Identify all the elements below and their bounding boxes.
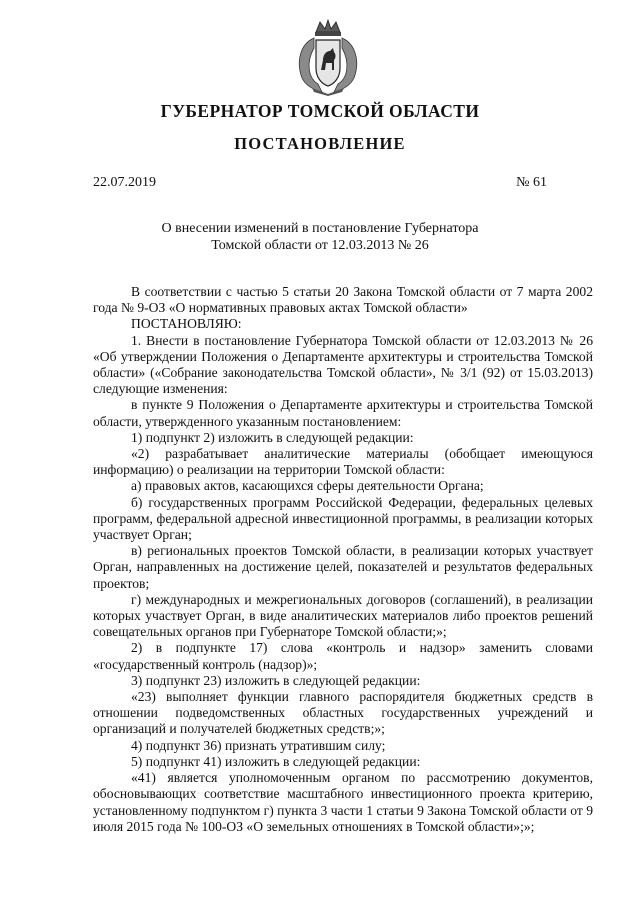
subject-line: О внесении изменений в постановление Губернатора xyxy=(161,221,479,236)
body-paragraph: 3) подпункт 23) изложить в следующей редакции: xyxy=(131,672,421,688)
document-date: 22.07.2019 xyxy=(93,175,156,190)
document-type-heading: ПОСТАНОВЛЕНИЕ xyxy=(234,134,406,153)
body-paragraph: г) международных и межрегиональных договоров (соглашений), в реализации которых участвует Орган, в виде аналитических материалов либо проектов решений совещательных органов при Губернаторе Томской области;»; xyxy=(93,591,593,640)
document-subject xyxy=(0,220,640,254)
coat-of-arms-emblem xyxy=(292,18,364,96)
body-paragraph: В соответствии с частью 5 статьи 20 Закона Томской области от 7 марта 2002 года № 9-ОЗ «О нормативных правовых актах Томской области» xyxy=(93,284,593,316)
document-number: № 61 xyxy=(516,175,547,190)
body-paragraph: 5) подпункт 41) изложить в следующей редакции: xyxy=(131,753,421,769)
body-paragraph: 1. Внести в постановление Губернатора Томской области от 12.03.2013 № 26 «Об утверждении Положения о Департаменте архитектуры и строительства Томской области» («Собрание законодательства Томской области», № 3/1 (92) от 15.03.2013) следующие изменения: xyxy=(93,332,593,397)
body-paragraph: 1) подпункт 2) изложить в следующей редакции: xyxy=(131,429,414,445)
body-paragraph: «41) является уполномоченным органом по рассмотрению документов, обосновывающих соответствие масштабного инвестиционного проекта критерию, установленному подпунктом г) пункта 3 части 1 статьи 9 Закона Томской области от 9 июля 2015 года № 100-ОЗ «О земельных отношениях в Томской области»;»; xyxy=(93,770,593,834)
body-paragraph: «23) выполняет функции главного распорядителя бюджетных средств в отношении подведомственных областных государственных учреждений и организаций и получателей бюджетных средств;»; xyxy=(93,689,593,737)
subject-line: Томской области от 12.03.2013 № 26 xyxy=(211,238,429,253)
body-paragraph: 2) в подпункте 17) слова «контроль и надзор» заменить словами «государственный контроль (надзор)»; xyxy=(93,640,593,672)
body-paragraph: б) государственных программ Российской Федерации, федеральных целевых программ, федеральной адресной инвестиционной программы, в реализации которых участвует Орган; xyxy=(93,494,593,543)
body-paragraph: в пункте 9 Положения о Департаменте архитектуры и строительства Томской области, утвержденного указанным постановлением: xyxy=(93,397,593,429)
body-paragraph: «2) разрабатывает аналитические материалы (обобщает имеющуюся информацию) о реализации на территории Томской области: xyxy=(93,446,593,478)
body-paragraph: а) правовых актов, касающихся сферы деятельности Органа; xyxy=(131,478,484,494)
authority-title: ГУБЕРНАТОР ТОМСКОЙ ОБЛАСТИ xyxy=(160,101,480,121)
body-paragraph: в) региональных проектов Томской области, в реализации которых участвует Орган, направленных на достижение целей, показателей и результатов федеральных проектов; xyxy=(93,543,593,591)
document-body xyxy=(93,284,593,835)
body-paragraph: 4) подпункт 36) признать утратившим силу; xyxy=(131,737,386,753)
body-paragraph: ПОСТАНОВЛЯЮ: xyxy=(131,316,242,332)
